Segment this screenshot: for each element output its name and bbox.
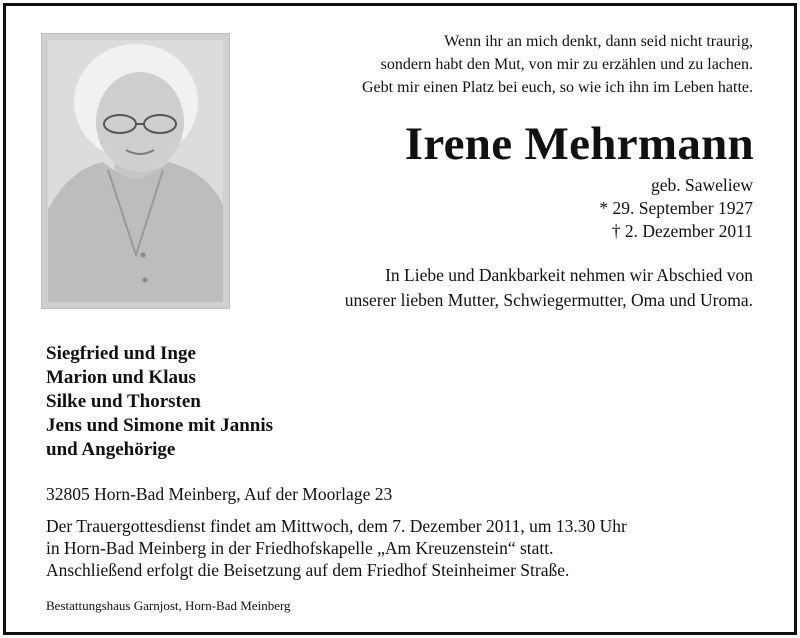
service-line: in Horn-Bad Meinberg in der Friedhofskapelle „Am Kreuzenstein“ statt. (46, 538, 554, 558)
portrait-photo (41, 33, 230, 309)
poem-line: Gebt mir einen Platz bei euch, so wie ich ihn im Leben hatte. (362, 79, 753, 96)
family-address: 32805 Horn-Bad Meinberg, Auf der Moorlage 23 (46, 484, 393, 504)
mourner: Siegfried und Inge (46, 343, 196, 364)
poem-line: Wenn ihr an mich denkt, dann seid nicht traurig, (444, 33, 753, 50)
mourner: Marion und Klaus (46, 367, 196, 388)
poem (273, 30, 753, 99)
farewell-line: unserer lieben Mutter, Schwiegermutter, Oma und Uroma. (344, 290, 753, 310)
farewell-text (345, 263, 753, 313)
poem-line: sondern habt den Mut, von mir zu erzählen und zu lachen. (380, 56, 753, 73)
service-line: Der Trauergottesdienst findet am Mittwoch, dem 7. Dezember 2011, um 13.30 Uhr (46, 516, 627, 536)
deceased-name: Irene Mehrmann (404, 118, 754, 170)
mourners-list (46, 342, 273, 462)
mourner: Silke und Thorsten (46, 391, 201, 412)
death-date: † 2. Dezember 2011 (611, 221, 753, 241)
service-line: Anschließend erfolgt die Beisetzung auf dem Friedhof Steinheimer Straße. (46, 560, 570, 580)
portrait-image (48, 40, 223, 302)
birth-date: * 29. September 1927 (599, 198, 753, 218)
mourner: und Angehörige (46, 439, 176, 460)
maiden-name: geb. Saweliew (650, 175, 753, 195)
service-info (46, 515, 627, 581)
life-dates (599, 174, 753, 243)
farewell-line: In Liebe und Dankbarkeit nehmen wir Abschied von (385, 265, 753, 285)
undertaker-credit: Bestattungshaus Garnjost, Horn-Bad Meinberg (46, 598, 291, 613)
mourner: Jens und Simone mit Jannis (46, 415, 274, 436)
